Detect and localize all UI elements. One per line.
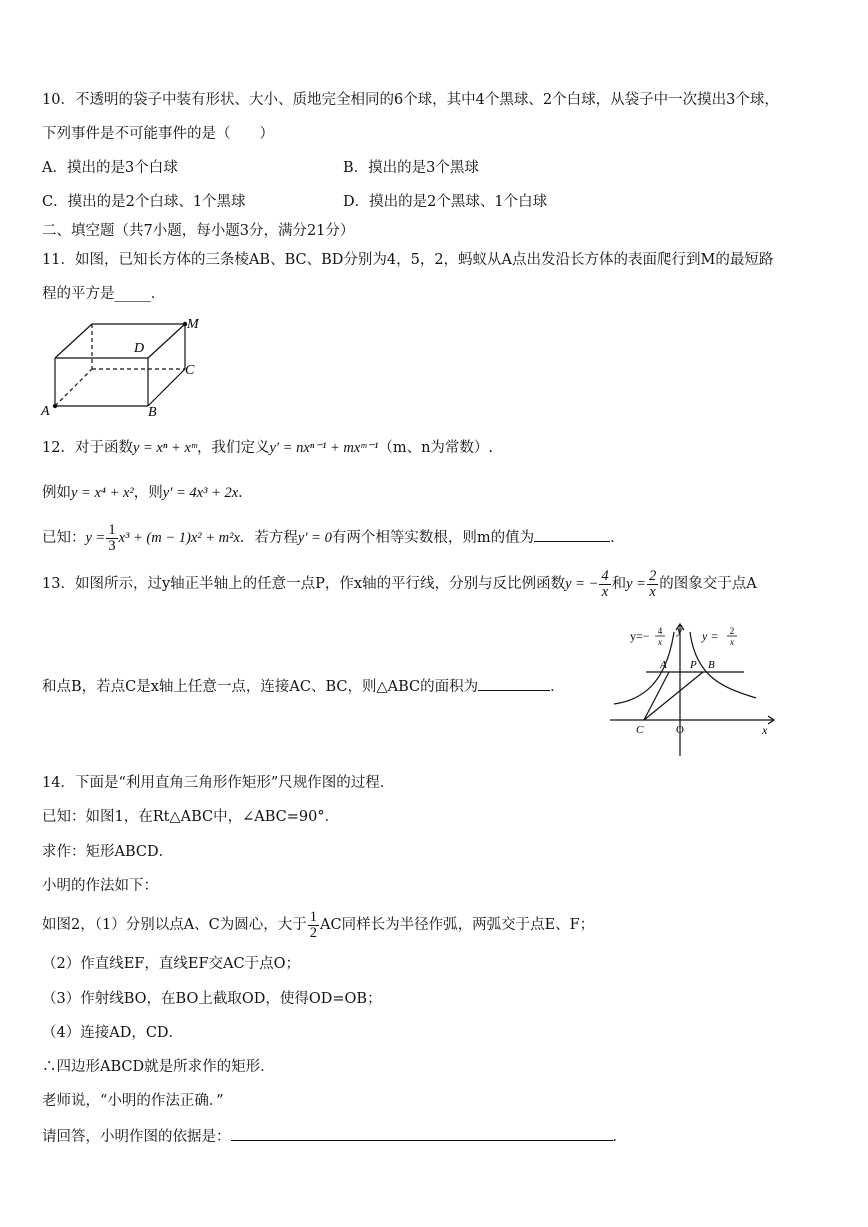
q13-text: 13．如图所示，过y轴正半轴上的任意一点P，作x轴的平行线，分别与反比例函数 (42, 576, 566, 592)
right-curve-label: y = (702, 629, 719, 643)
q12-formula: y = (85, 530, 106, 546)
q12-line1 (42, 438, 493, 458)
q12-formula: y′ = 0 (297, 530, 332, 546)
label-M: M (187, 317, 199, 332)
q13-formula: y = − (565, 576, 599, 592)
label-A: A (41, 404, 50, 419)
q14-text: AC同样长为半径作弧，两弧交于点E、F； (320, 917, 595, 933)
fraction-one-third (106, 523, 117, 554)
answer-blank[interactable] (478, 676, 550, 691)
left-curve-num: 4 (657, 626, 663, 636)
fraction (599, 569, 610, 600)
x-axis-label: x (762, 723, 768, 737)
q13-formula: y = (626, 576, 646, 592)
q14-line1: 14．下面是“利用直角三角形作矩形”尺规作图的过程． (42, 775, 395, 791)
q12-text: ．若方程 (239, 530, 298, 546)
q12-line3 (42, 522, 625, 554)
left-curve-label: y=− (630, 629, 650, 643)
q13-text: 和点B，若点C是x轴上任意一点，连接AC、BC，则△ABC的面积为 (42, 679, 479, 695)
q13-text: 的图象交于点A (659, 576, 757, 592)
q12-formula: y′ = 4x³ + 2x (162, 485, 239, 501)
q12-text: （m、n为常数）. (378, 440, 494, 456)
origin-label: O (676, 724, 684, 736)
q12-text: ，则 (133, 485, 163, 501)
cuboid-figure (38, 312, 208, 420)
q12-formula: y = xⁿ + xᵐ (132, 440, 197, 456)
q10-option-b: B．摸出的是3个黑球 (343, 160, 479, 176)
q12-text: ． (610, 530, 625, 546)
q12-text: 已知： (42, 530, 86, 546)
fraction (647, 569, 658, 600)
q10-option-c: C．摸出的是2个白球、1个黑球 (42, 194, 246, 210)
point-B-label: B (708, 659, 715, 671)
q14-line11 (42, 1126, 627, 1147)
right-curve-num: 2 (729, 626, 735, 636)
q12-text: 12．对于函数 (42, 440, 133, 456)
q12-text: 有两个相等实数根，则m的值为 (331, 530, 535, 546)
label-B: B (148, 405, 157, 420)
q14-line7: （3）作射线BO，在BO上截取OD，使得OD=OB； (42, 991, 382, 1007)
q10-line1: 10．不透明的袋子中装有形状、大小、质地完全相同的6个球，其中4个黑球、2个白球，从袋子中一次摸出3个球， (42, 92, 779, 108)
frac-numerator: 1 (108, 521, 116, 538)
q14-line3: 求作：矩形ABCD． (42, 844, 174, 860)
q13-text: ． (550, 679, 565, 695)
section-heading: 二、填空题（共7小题，每小题3分，满分21分） (42, 223, 355, 239)
q12-text: ，我们定义 (196, 440, 270, 456)
point-C-label: C (636, 724, 644, 736)
hyperbola-figure (604, 620, 782, 760)
q14-line2: 已知：如图1，在Rt△ABC中，∠ABC=90°． (42, 809, 340, 825)
q10-option-a: A．摸出的是3个白球 (42, 160, 178, 176)
q12-text: ． (238, 485, 253, 501)
answer-blank[interactable] (231, 1126, 613, 1141)
q11-line1: 11．如图，已知长方体的三条棱AB、BC、BD分别为4，5，2，蚂蚁从A点出发沿长方体的表面爬行到M的最短路 (42, 252, 774, 268)
frac-numerator: 1 (309, 908, 318, 925)
q14-text: ． (612, 1129, 627, 1145)
q14-line8: （4）连接AD，CD． (42, 1025, 184, 1041)
q14-text: 请回答，小明作图的依据是： (42, 1129, 231, 1145)
fraction-one-half (308, 910, 319, 941)
point-P-label: P (690, 659, 697, 671)
y-axis-label: y (677, 623, 683, 637)
frac-denominator: 3 (108, 537, 116, 554)
q11-line2: 程的平方是_____． (42, 286, 166, 302)
label-C: C (185, 363, 195, 378)
q10-line2: 下列事件是不可能事件的是（ ） (42, 126, 274, 142)
frac-numerator: 2 (648, 567, 657, 584)
q12-formula: x³ + (m − 1)x² + m²x (118, 530, 240, 546)
q13-line2 (42, 676, 565, 697)
q10-option-d: D．摸出的是2个黑球、1个白球 (343, 194, 548, 210)
left-curve-den: x (658, 637, 662, 647)
q12-formula: y′ = nxⁿ⁻¹ + mxᵐ⁻¹ (269, 440, 379, 456)
q14-text: 如图2，（1）分别以点A、C为圆心，大于 (42, 917, 307, 933)
frac-denominator: 2 (309, 924, 318, 941)
right-curve-den: x (730, 637, 734, 647)
q14-line6: （2）作直线EF，直线EF交AC于点O； (42, 956, 300, 972)
q14-line10: 老师说，“小明的作法正确．” (42, 1093, 224, 1109)
point-A-label: A (660, 659, 667, 671)
label-D: D (134, 341, 145, 356)
frac-denominator: x (649, 583, 656, 600)
answer-blank[interactable] (534, 527, 610, 542)
frac-numerator: 4 (601, 567, 609, 584)
q13-text: 和 (611, 576, 627, 592)
q13-line1 (42, 566, 757, 602)
q12-line2 (42, 483, 253, 503)
frac-denominator: x (601, 583, 609, 600)
q14-line4: 小明的作法如下： (42, 878, 158, 894)
q14-line5 (42, 908, 594, 942)
q14-line9: ∴四边形ABCD就是所求作的矩形． (42, 1059, 275, 1075)
q12-formula: y = x⁴ + x² (71, 485, 134, 501)
q12-text: 例如 (42, 485, 71, 501)
